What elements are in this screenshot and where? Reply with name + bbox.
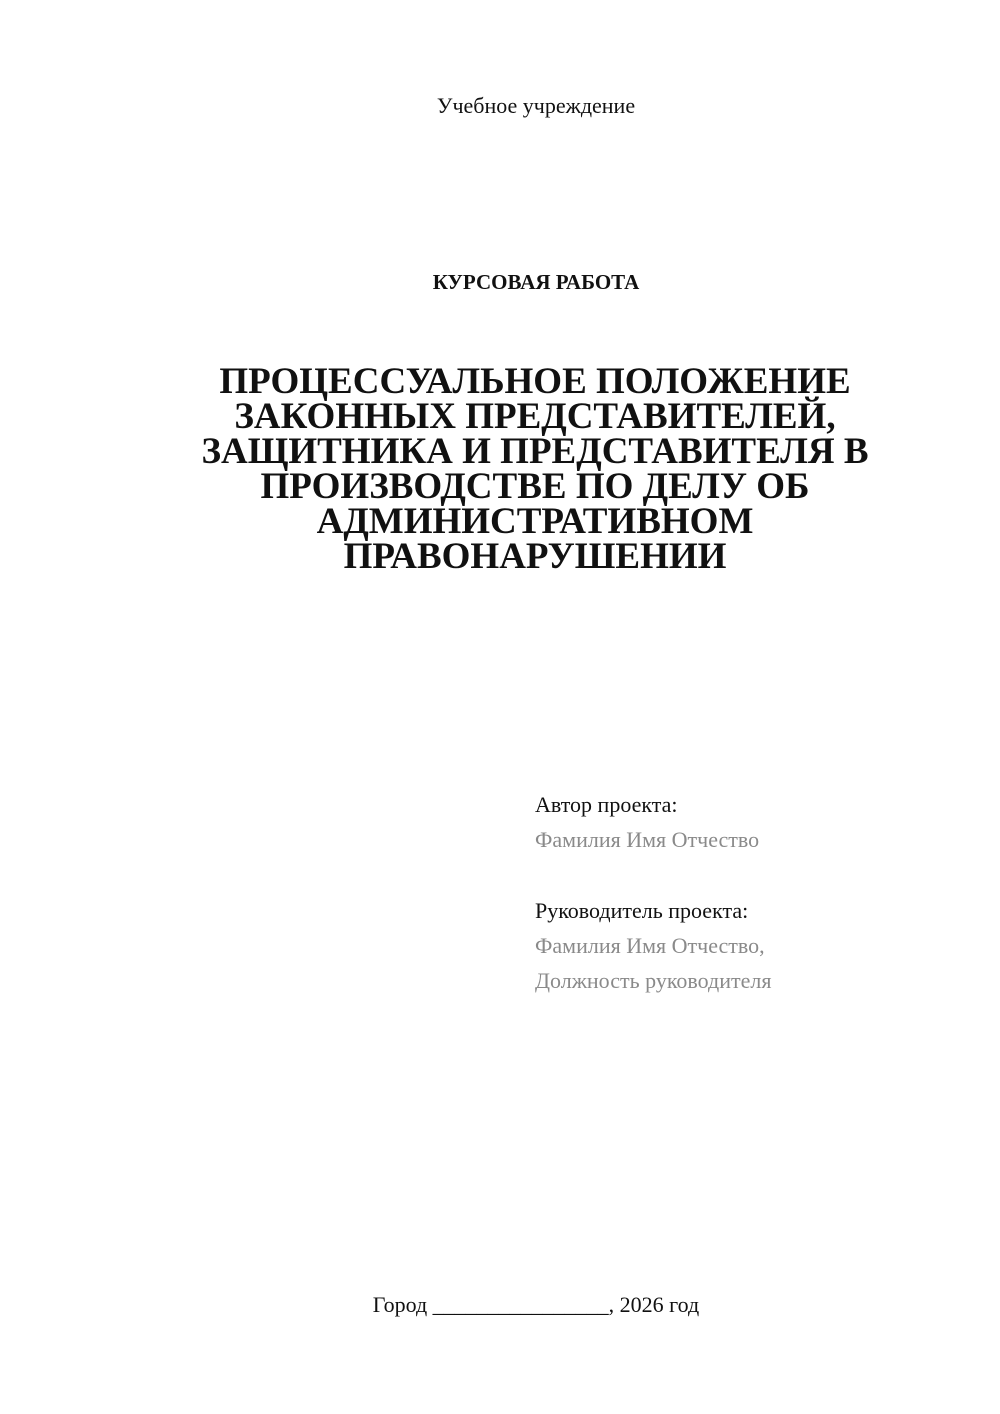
- city-year-line: Город ________________, 2026 год: [372, 1292, 700, 1317]
- document-title: ПРОЦЕССУАЛЬНОЕ ПОЛОЖЕНИЕ ЗАКОННЫХ ПРЕДСТАВИТЕЛЕЙ, ЗАЩИТНИКА И ПРЕДСТАВИТЕЛЯ В ПРОИЗВОДСТВЕ ПО ДЕЛУ ОБ АДМИНИСТРАТИВНОМ ПРАВОНАРУШЕНИИ: [201, 361, 869, 577]
- supervisor-position: Должность руководителя: [535, 968, 772, 993]
- institution-name: Учебное учреждение: [436, 93, 636, 118]
- author-name: Фамилия Имя Отчество: [535, 827, 760, 852]
- signature-block: [535, 787, 975, 998]
- author-label: Автор проекта:: [535, 792, 678, 817]
- signature-spacer: [535, 857, 975, 893]
- supervisor-label: Руководитель проекта:: [535, 898, 749, 923]
- supervisor-name: Фамилия Имя Отчество,: [535, 933, 765, 958]
- document-type: КУРСОВАЯ РАБОТА: [432, 270, 640, 294]
